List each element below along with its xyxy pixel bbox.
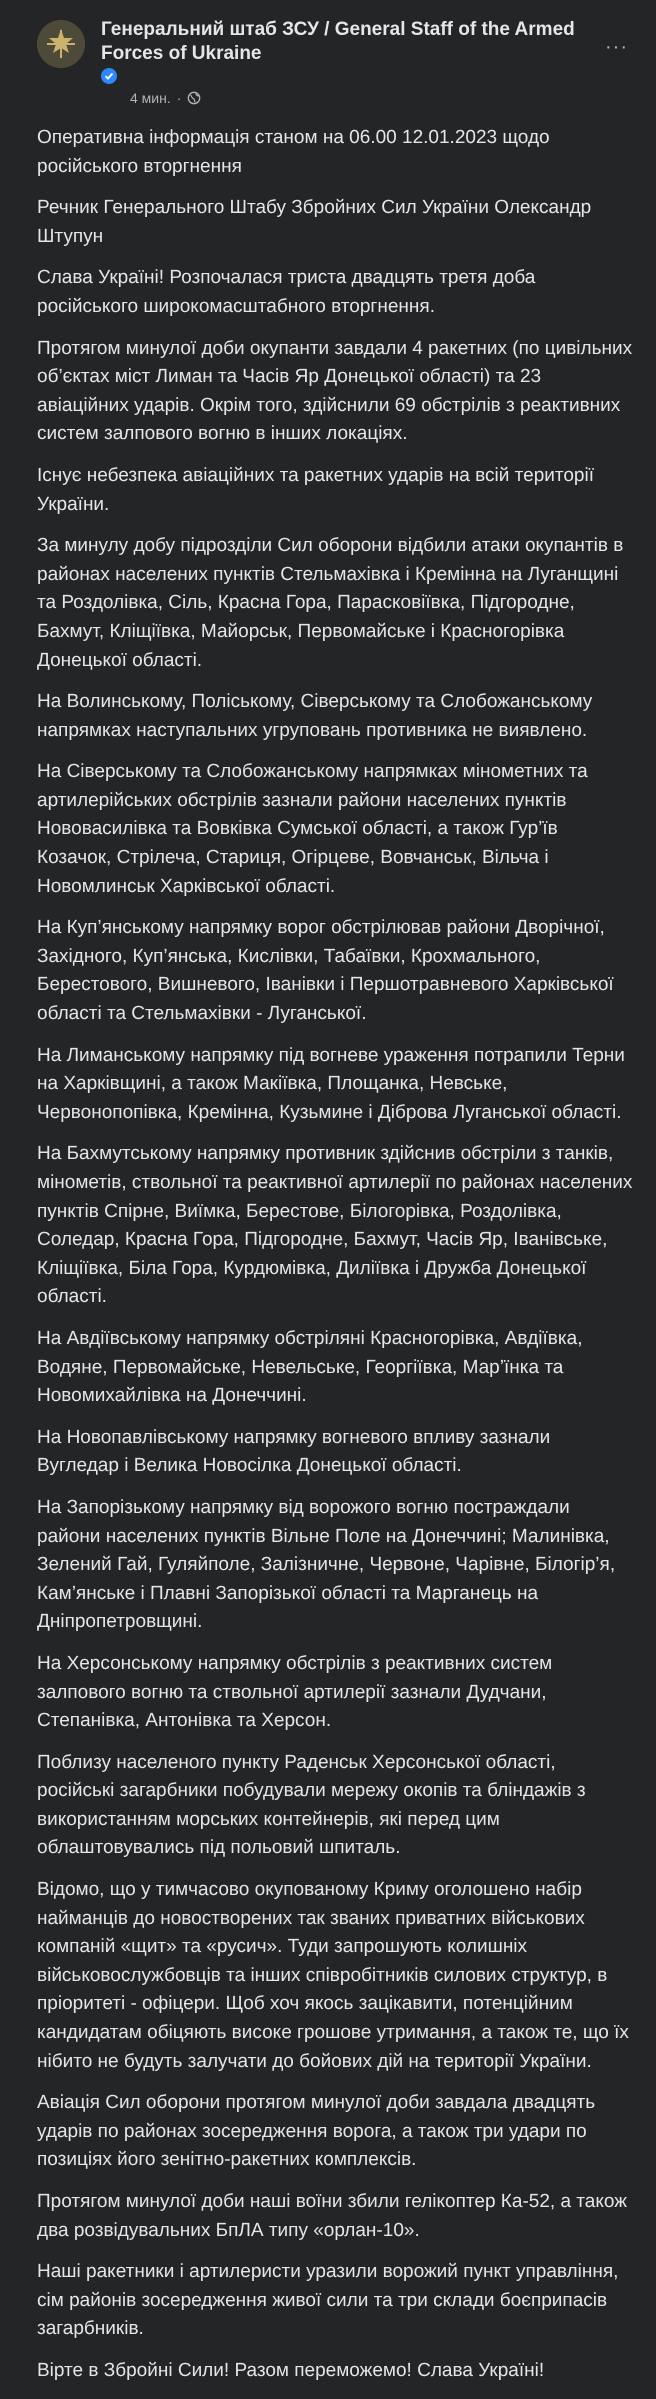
post-paragraph: Існує небезпека авіаційних та ракетних ударів на всій території України.	[37, 464, 594, 515]
page-name[interactable]: Генеральний штаб ЗСУ / General Staff of the Armed Forces of Ukraine	[101, 19, 575, 64]
avatar-emblem-icon	[37, 20, 85, 68]
post-paragraph: Поблизу населеного пункту Раденськ Херсонської області, російські загарбники побудували мережу окопів та бліндажів з використанням морських контейнерів, які перед цим облаштовувались під польовий шпиталь.	[37, 1751, 586, 1859]
post-header	[37, 16, 632, 124]
verified-badge-icon	[101, 68, 117, 84]
post-paragraph: Слава Україні! Розпочалася триста двадцять третя доба російського широкомасштабного вторгнення.	[37, 267, 536, 317]
post-paragraph: Вірте в Збройні Сили! Разом переможемо! Слава Україні!	[37, 2359, 545, 2381]
post-paragraph: На Волинському, Поліському, Сіверському та Слобожанському напрямках наступальних угруповань противника не виявлено.	[37, 691, 593, 741]
post-paragraph: Речник Генерального Штабу Збройних Сил України Олександр Штупун	[37, 197, 592, 247]
post-meta	[130, 90, 201, 106]
post-paragraph: На Сіверському та Слобожанському напрямках мінометних та артилерійських обстрілів зазнали райони населених пунктів Нововасилівка та Вовківка Сумської області, а також Гур’їв Козачок, Стрілеча, Стариця, Огірцеве, Вовчанськ, Вільча і Новомлинськ Харківської області.	[37, 761, 588, 897]
post-paragraph: Протягом минулої доби наші воїни збили гелікоптер Ка-52, а також два розвідувальних БпЛА типу «орлан-10».	[37, 2191, 627, 2241]
post-paragraph: Авіація Сил оборони протягом минулої доби завдала двадцять ударів по районах зосередження ворога, а також три удари по позиціях його зенітно-ракетних комплексів.	[37, 2092, 596, 2171]
post-paragraph: На Бахмутському напрямку противник здійснив обстріли з танків, мінометів, ствольної та реактивної артилерії по районах населених пунктів Спірне, Виїмка, Берестове, Білогорівка, Роздолівка, Соледар, Красна Гора, Підгородне, Бахмут, Часів Яр, Іванівське, Кліщіївка, Біла Гора, Курдюмівка, Диліївка і Дружба Донецької області.	[37, 1143, 633, 1308]
page-avatar[interactable]	[37, 20, 85, 68]
globe-icon	[187, 91, 201, 105]
post-paragraph: На Херсонському напрямку обстрілів з реактивних систем залпового вогню та ствольної артилерії зазнали Дудчани, Степанівка, Антонівка та Херсон.	[37, 1652, 553, 1732]
post-paragraph: На Лиманському напрямку під вогневе ураження потрапили Терни на Харківщині, а також Макіївка, Площанка, Невське, Червонопопівка, Кремінна, Кузьмине і Діброва Луганської області.	[37, 1044, 625, 1123]
post-paragraph: За минулу добу підрозділи Сил оборони відбили атаки окупантів в районах населених пунктів Стельмахівка і Кремінна на Луганщині та Роздолівка, Сіль, Красна Гора, Парасковіївка, Підгородне, Бахмут, Кліщіївка, Майорськ, Первомайське і Красногорівка Донецької області.	[37, 535, 624, 671]
post-paragraph: На Новопавлівському напрямку вогневого впливу зазнали Вугледар і Велика Новосілка Донецької області.	[37, 1426, 551, 1477]
post-paragraph: На Запорізькому напрямку від ворожого вогню постраждали райони населених пунктів Вільне Поле на Донеччині; Малинівка, Зелений Гай, Гуляйполе, Залізничне, Червоне, Чарівне, Білогір’я, Кам’янське і Плавні Запорізької області та Марганець на Дніпропетровщині.	[37, 1496, 616, 1633]
post-paragraph: На Авдіївському напрямку обстріляні Красногорівка, Авдіївка, Водяне, Первомайське, Невельське, Георгіївка, Мар’їнка та Новомихайлівка на Донеччині.	[37, 1327, 583, 1407]
post-paragraph: Оперативна інформація станом на 06.00 12.01.2023 щодо російського вторгнення	[37, 127, 550, 177]
post-paragraph: Наші ракетники і артилеристи уразили ворожий пункт управління, сім районів зосередження живої сили та три склади боєприпасів загарбників.	[37, 2261, 619, 2340]
meta-separator: ·	[176, 90, 182, 106]
post-paragraph: На Куп’янському напрямку ворог обстрілював райони Дворічної, Західного, Куп’янська, Кислівки, Табаївки, Крохмального, Берестового, Вишневого, Іванівки і Першотравневого Харківської області та Стельмахівки - Луганської.	[37, 917, 614, 1025]
post-paragraph: Відомо, що у тимчасово окупованому Криму оголошено набір найманців до новостворених так званих приватних військових компаній «щит» та «русич». Туди запрошують колишніх військовослужбовців та інших співробітників силових структур, в пріоритеті - офіцери. Щоб хоч якось зацікавити, потенційним кандидатам обіцяють високе грошове утримання, а також те, що їх нібито не будуть залучати до бойових дій на території України.	[37, 1879, 629, 2072]
post-time[interactable]: 4 мин.	[130, 90, 171, 106]
more-options-icon[interactable]: ···	[605, 36, 628, 58]
post-paragraph: Протягом минулої доби окупанти завдали 4 ракетних (по цивільних об’єктах міст Лиман та Часів Яр Донецької області) та 23 авіаційних ударів. Окрім того, здійснили 69 обстрілів з реактивних систем залпового вогню в інших локаціях.	[37, 337, 633, 445]
post-body	[37, 124, 637, 2399]
